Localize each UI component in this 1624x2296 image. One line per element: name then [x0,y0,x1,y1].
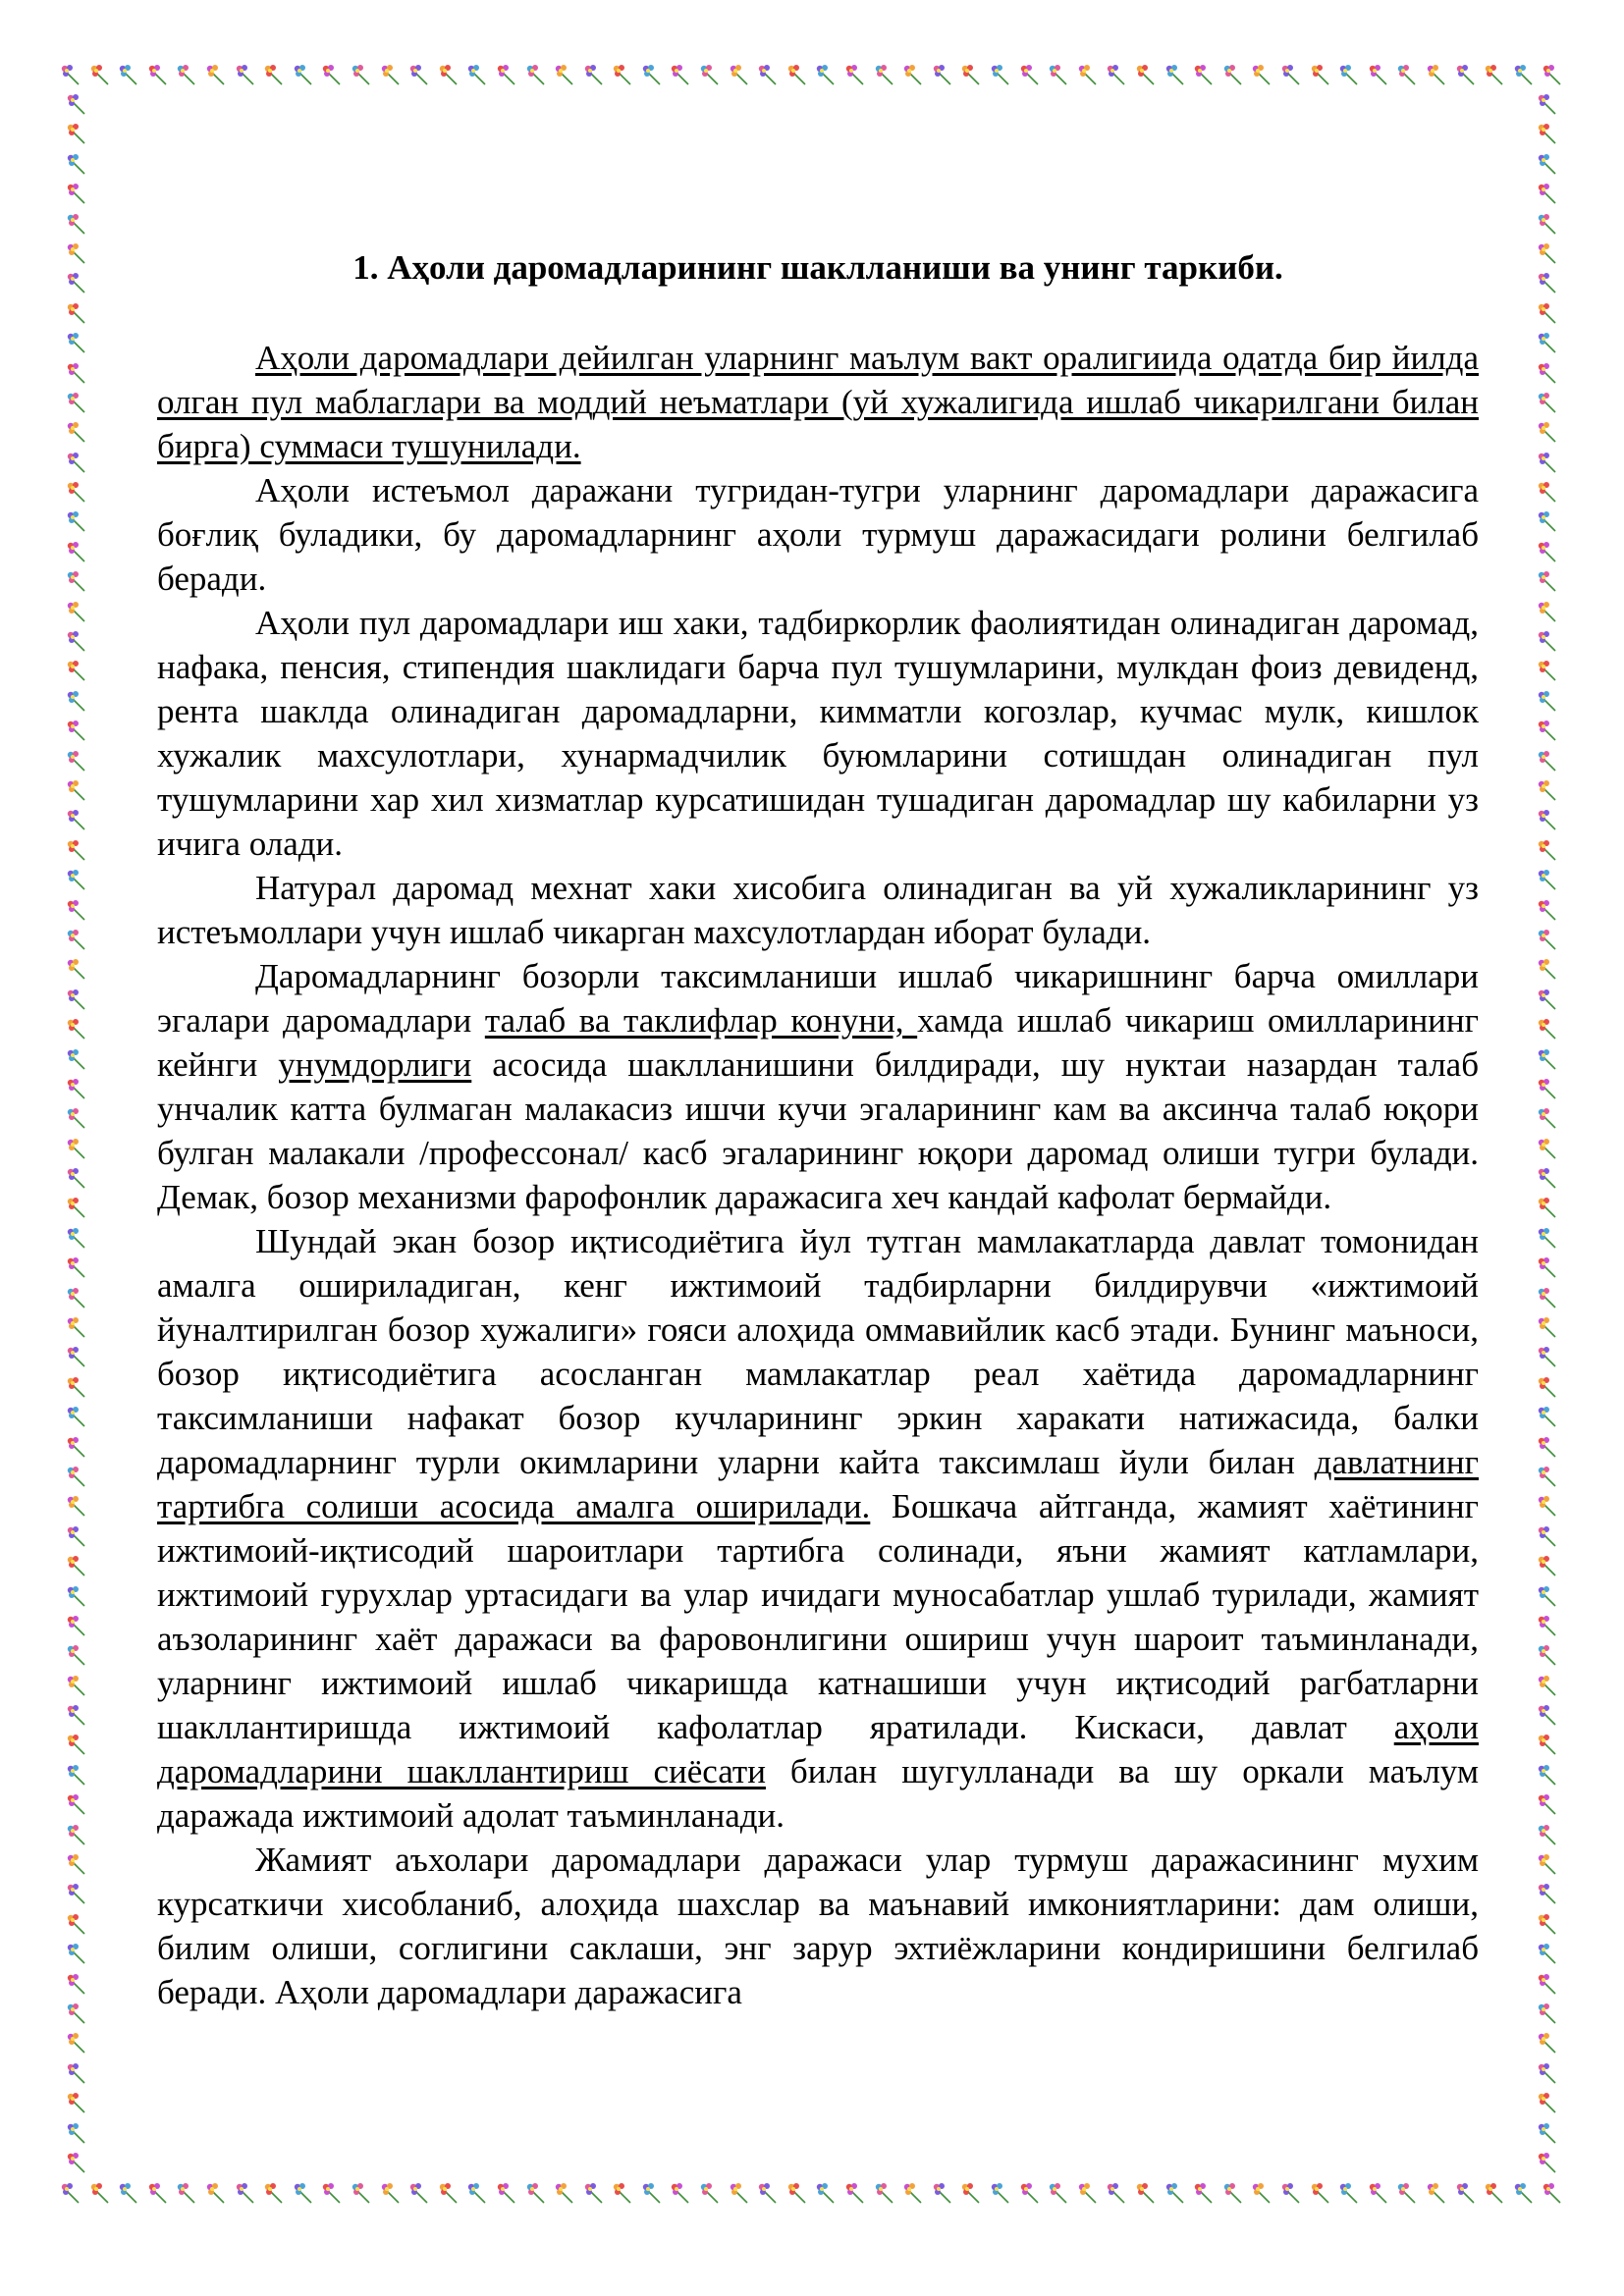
flower-ornament-icon [1536,2061,1559,2085]
flower-ornament-icon [1536,1643,1559,1667]
flower-ornament-icon [931,63,954,86]
flower-ornament-icon [1018,2181,1042,2205]
flower-ornament-icon [1536,838,1559,862]
flower-ornament-icon [989,63,1012,86]
flower-ornament-icon [1536,152,1559,176]
flower-ornament-icon [65,1286,88,1309]
flower-ornament-icon [843,2181,867,2205]
flower-ornament-icon [65,212,88,236]
flower-ornament-icon [1536,569,1559,593]
flower-ornament-icon [1192,63,1216,86]
flower-ornament-icon [65,600,88,623]
flower-ornament-icon [320,2181,344,2205]
flower-ornament-icon [1536,1942,1559,1965]
flower-ornament-icon [1536,1137,1559,1160]
flower-ornament-icon [1536,749,1559,773]
flower-ornament-icon [785,2181,809,2205]
flower-ornament-icon [65,391,88,414]
flower-ornament-icon [65,1882,88,1905]
flower-ornament-icon [117,63,140,86]
flower-ornament-icon [1536,1554,1559,1577]
flower-ornament-icon [88,63,112,86]
flower-ornament-icon [65,868,88,891]
flower-ornament-icon [1536,1017,1559,1041]
flower-ornament-icon [65,569,88,593]
flower-ornament-icon [65,1375,88,1399]
flower-ornament-icon [1076,63,1100,86]
flower-ornament-icon [65,659,88,682]
flower-ornament-icon [640,63,664,86]
flower-ornament-icon [65,1255,88,1279]
flower-ornament-icon [65,1584,88,1608]
flower-ornament-icon [65,689,88,713]
flower-ornament-icon [1536,1852,1559,1876]
flower-ornament-icon [262,63,286,86]
flower-ornament-icon [65,2061,88,2085]
flower-ornament-icon [1536,808,1559,831]
decorative-border-bottom [59,2175,1565,2211]
flower-ornament-icon [65,957,88,981]
underlined-text: давлатнинг тартибга солиши асосида амалга оширилади. [157,1443,1479,1525]
flower-ornament-icon [65,808,88,831]
flower-ornament-icon [553,63,576,86]
flower-ornament-icon [1541,2181,1564,2205]
text-segment: билан шугулланади ва шу оркали маълум даражада ижтимоий адолат таъминланади. [157,1752,1479,1835]
flower-ornament-icon [320,63,344,86]
flower-ornament-icon [1536,1375,1559,1399]
flower-ornament-icon [1536,1614,1559,1637]
flower-ornament-icon [873,63,896,86]
flower-ornament-icon [640,2181,664,2205]
flower-ornament-icon [175,63,198,86]
flower-ornament-icon [1536,868,1559,891]
flower-ornament-icon [1536,1792,1559,1816]
flower-ornament-icon [350,63,373,86]
flower-ornament-icon [1536,1286,1559,1309]
flower-ornament-icon [175,2181,198,2205]
flower-ornament-icon [65,451,88,474]
flower-ornament-icon [1105,63,1128,86]
flower-ornament-icon [65,988,88,1011]
flower-ornament-icon [292,2181,315,2205]
flower-ornament-icon [1536,1763,1559,1787]
flower-ornament-icon [756,2181,780,2205]
flower-ornament-icon [437,2181,460,2205]
flower-ornament-icon [611,63,634,86]
flower-ornament-icon [931,2181,954,2205]
flower-ornament-icon [146,2181,170,2205]
flower-ornament-icon [843,63,867,86]
flower-ornament-icon [407,63,431,86]
flower-ornament-icon [1047,63,1070,86]
flower-ornament-icon [1536,2091,1559,2114]
flower-ornament-icon [1541,63,1564,86]
flower-ornament-icon [495,63,518,86]
flower-ornament-icon [1536,778,1559,802]
flower-ornament-icon [65,1077,88,1100]
flower-ornament-icon [65,2002,88,2025]
text-segment: Шундай экан бозор иқтисодиётига йул тутган мамлакатларда давлат томонидан амалга ошириладиган, кенг ижтимоий тадбирларни билдирувчи «ижтимоий йуналтирилган бозор хужалиги» гояси алоҳида оммавийлик касб этади. Бунинг маъноси, бозор иқтисодиётига асосланган мамлакатлар реал хаётида даромадларнинг таксимланиши нафакат бозор кучларининг эркин харакати натижасида, балки даромадларнинг турли окимларини уларни кайта таксимлаш йули билан [157,1222,1479,1481]
flower-ornament-icon [524,2181,548,2205]
flower-ornament-icon [1536,241,1559,265]
flower-ornament-icon [59,63,82,86]
paragraph-3: Аҳоли пул даромадлари иш хаки, тадбиркорлик фаолиятидан олинадиган даромад, нафака, пенсия, стипендия шаклидаги барча пул тушумларини, мулкдан фоиз девиденд, рента шаклда олинадиган даромадларни, кимматли когозлар, кучмас мулк, кишлок хужалик махсулотлари, хунармадчилик буюмларини сотишдан олинадиган пул тушумларини хар хил хизматлар курсатишидан тушадиган даромадлар шу кабиларни уз ичига олади. [157,604,1479,863]
flower-ornament-icon [65,629,88,653]
flower-ornament-icon [65,1614,88,1637]
flower-ornament-icon [65,1554,88,1577]
flower-ornament-icon [117,2181,140,2205]
text-segment: Бошкача айтганда, жамият хаётининг ижтимоий-иқтисодий шароитлари тартибга солинади, яъни жамият катламлари, ижтимоий гурухлар уртасидаги ва улар ичидаги муносабатлар ушлаб турилади, жамият аъзоларининг хаёт даражаси ва фаровонлигини ошириш учун шароит таъминланади, уларнинг ижтимоий ишлаб чикаришда катнашиши учун иқтисодий рагбатларни шакллантиришда ижтимоий кафолатлар яратилади. Кискаси, давлат [157,1487,1479,1746]
flower-ornament-icon [465,63,489,86]
flower-ornament-icon [1536,1345,1559,1368]
flower-ornament-icon [65,838,88,862]
paragraph-7: Жамият аъхолари даромадлари даражаси улар турмуш даражасининг мухим курсаткичи хисобланиб, алоҳида шахслар ва маънавий имкониятларини: дам олиши, билим олиши, соглигини саклаши, энг зарур эхтиёжларини кондиришини белгилаб беради. Аҳоли даромадлари даражасига [157,1841,1479,2011]
flower-ornament-icon [65,182,88,205]
flower-ornament-icon [1367,2181,1390,2205]
flower-ornament-icon [65,1166,88,1190]
paragraph-6 [157,1219,1479,1838]
flower-ornament-icon [1536,1196,1559,1219]
text-segment: Даромадларнинг бозорли таксимланиши ишлаб чикаришнинг барча омиллари эгалари даромадлари [157,957,1479,1040]
flower-ornament-icon [65,1823,88,1846]
flower-ornament-icon [146,63,170,86]
flower-ornament-icon [1134,63,1158,86]
flower-ornament-icon [1536,988,1559,1011]
flower-ornament-icon [1536,659,1559,682]
flower-ornament-icon [1536,2151,1559,2174]
flower-ornament-icon [1164,2181,1187,2205]
flower-ornament-icon [1367,63,1390,86]
decorative-border-right [1530,92,1565,2175]
flower-ornament-icon [234,2181,257,2205]
flower-ornament-icon [65,2121,88,2145]
flower-ornament-icon [1536,2031,1559,2055]
flower-ornament-icon [65,1017,88,1041]
flower-ornament-icon [1337,63,1361,86]
flower-ornament-icon [1536,1106,1559,1130]
flower-ornament-icon [65,1763,88,1787]
flower-ornament-icon [524,63,548,86]
flower-ornament-icon [204,63,228,86]
flower-ornament-icon [65,1465,88,1488]
flower-ornament-icon [204,2181,228,2205]
flower-ornament-icon [1536,1703,1559,1727]
flower-ornament-icon [1536,689,1559,713]
flower-ornament-icon [1425,63,1448,86]
flower-ornament-icon [814,63,838,86]
flower-ornament-icon [262,2181,286,2205]
flower-ornament-icon [611,2181,634,2205]
flower-ornament-icon [1536,1405,1559,1428]
flower-ornament-icon [65,1345,88,1368]
flower-ornament-icon [1536,957,1559,981]
flower-ornament-icon [1536,1674,1559,1697]
document-title: 1. Аҳоли даромадларининг шаклланиши ва унинг таркиби. [352,248,1283,287]
flower-ornament-icon [65,1435,88,1459]
flower-ornament-icon [1536,1972,1559,1996]
flower-ornament-icon [1512,2181,1536,2205]
flower-ornament-icon [65,361,88,385]
flower-ornament-icon [553,2181,576,2205]
flower-ornament-icon [65,92,88,116]
flower-ornament-icon [1483,63,1506,86]
flower-ornament-icon [1536,1226,1559,1250]
flower-ornament-icon [65,1494,88,1518]
flower-ornament-icon [379,63,403,86]
flower-ornament-icon [65,1912,88,1936]
flower-ornament-icon [65,928,88,951]
flower-ornament-icon [437,63,460,86]
flower-ornament-icon [65,1674,88,1697]
flower-ornament-icon [407,2181,431,2205]
flower-ornament-icon [989,2181,1012,2205]
flower-ornament-icon [1018,63,1042,86]
flower-ornament-icon [1250,63,1273,86]
flower-ornament-icon [65,509,88,533]
flower-ornament-icon [1047,2181,1070,2205]
flower-ornament-icon [1536,898,1559,922]
flower-ornament-icon [65,1942,88,1965]
flower-ornament-icon [350,2181,373,2205]
paragraph-1 [157,336,1479,468]
flower-ornament-icon [65,420,88,444]
flower-ornament-icon [495,2181,518,2205]
flower-ornament-icon [1536,391,1559,414]
flower-ornament-icon [1536,451,1559,474]
flower-ornament-icon [1536,540,1559,563]
flower-ornament-icon [1536,928,1559,951]
flower-ornament-icon [1536,1077,1559,1100]
flower-ornament-icon [901,63,925,86]
flower-ornament-icon [1483,2181,1506,2205]
flower-ornament-icon [1536,1494,1559,1518]
flower-ornament-icon [1250,2181,1273,2205]
flower-ornament-icon [1425,2181,1448,2205]
flower-ornament-icon [65,2151,88,2174]
flower-ornament-icon [1536,719,1559,742]
text-segment: хамда ишлаб чикариш омилларининг кейнги [157,1001,1480,1084]
underlined-text: Аҳоли даромадлари дейилган уларнинг маълум вакт оралигиида одатда бир йилда олган пул маблаглари ва моддий неъматлари (уй хужалигида ишлаб чикарилгани билан бирга) суммаси тушунилади. [157,339,1479,465]
flower-ornament-icon [1536,2002,1559,2025]
flower-ornament-icon [65,152,88,176]
flower-ornament-icon [465,2181,489,2205]
flower-ornament-icon [814,2181,838,2205]
flower-ornament-icon [65,1196,88,1219]
flower-ornament-icon [1536,361,1559,385]
flower-ornament-icon [65,719,88,742]
flower-ornament-icon [728,63,751,86]
flower-ornament-icon [65,1792,88,1816]
paragraph-2: Аҳоли истеъмол даражани тугридан-тугри уларнинг даромадлари даражасига боғлиқ буладики, бу даромадларнинг аҳоли турмуш даражасидаги ролини белгилаб беради. [157,471,1479,598]
underlined-text: аҳоли даромадларини шакллантириш сиёсати [157,1708,1479,1790]
flower-ornament-icon [65,2091,88,2114]
flower-ornament-icon [65,1733,88,1756]
text-segment: асосида шаклланишини билдиради, шу нуктаи назардан талаб унчалик катта булмаган малакасиз ишчи кучи эгаларининг кам ва аксинча талаб юқори булган малакали /профессонал/ касб эгаларининг юқори даромад олиши тугри булади. Демак, бозор механизми фарофонлик даражасига хеч кандай кафолат бермайди. [157,1045,1480,1216]
flower-ornament-icon [1536,122,1559,145]
flower-ornament-icon [1221,63,1245,86]
flower-ornament-icon [65,1106,88,1130]
flower-ornament-icon [959,2181,983,2205]
flower-ornament-icon [1395,2181,1419,2205]
flower-ornament-icon [785,63,809,86]
flower-ornament-icon [65,301,88,325]
flower-ornament-icon [1454,2181,1478,2205]
paragraph-4: Натурал даромад мехнат хаки хисобига олинадиган ва уй хужаликларининг уз истеъмоллари учун ишлаб чикарган махсулотлардан иборат булади. [157,869,1479,951]
flower-ornament-icon [698,2181,722,2205]
flower-ornament-icon [1536,301,1559,325]
flower-ornament-icon [1536,480,1559,504]
flower-ornament-icon [698,63,722,86]
flower-ornament-icon [292,63,315,86]
flower-ornament-icon [1536,509,1559,533]
flower-ornament-icon [669,2181,692,2205]
flower-ornament-icon [1337,2181,1361,2205]
flower-ornament-icon [88,2181,112,2205]
flower-ornament-icon [65,2031,88,2055]
underlined-text: унумдорлиги [278,1045,472,1084]
flower-ornament-icon [1512,63,1536,86]
flower-ornament-icon [756,63,780,86]
flower-ornament-icon [65,480,88,504]
flower-ornament-icon [59,2181,82,2205]
flower-ornament-icon [1536,1912,1559,1936]
flower-ornament-icon [1134,2181,1158,2205]
flower-ornament-icon [65,1405,88,1428]
flower-ornament-icon [728,2181,751,2205]
flower-ornament-icon [65,1047,88,1071]
flower-ornament-icon [1536,1524,1559,1548]
flower-ornament-icon [65,1137,88,1160]
flower-ornament-icon [1536,2121,1559,2145]
decorative-border-top [59,57,1565,92]
flower-ornament-icon [65,241,88,265]
flower-ornament-icon [379,2181,403,2205]
flower-ornament-icon [1164,63,1187,86]
flower-ornament-icon [65,1524,88,1548]
flower-ornament-icon [1192,2181,1216,2205]
flower-ornament-icon [65,540,88,563]
flower-ornament-icon [65,1226,88,1250]
flower-ornament-icon [1454,63,1478,86]
flower-ornament-icon [1105,2181,1128,2205]
flower-ornament-icon [1536,271,1559,294]
flower-ornament-icon [1309,2181,1332,2205]
flower-ornament-icon [1279,63,1303,86]
flower-ornament-icon [1076,2181,1100,2205]
flower-ornament-icon [1536,420,1559,444]
flower-ornament-icon [1395,63,1419,86]
decorative-border-left [59,92,94,2175]
flower-ornament-icon [65,331,88,354]
flower-ornament-icon [1309,63,1332,86]
flower-ornament-icon [959,63,983,86]
flower-ornament-icon [65,1315,88,1339]
flower-ornament-icon [65,898,88,922]
flower-ornament-icon [65,1703,88,1727]
flower-ornament-icon [1536,1465,1559,1488]
flower-ornament-icon [1536,1166,1559,1190]
flower-ornament-icon [582,2181,606,2205]
flower-ornament-icon [65,271,88,294]
underlined-text: талаб ва таклифлар конуни, [484,1001,918,1040]
flower-ornament-icon [1536,1733,1559,1756]
flower-ornament-icon [669,63,692,86]
flower-ornament-icon [1536,182,1559,205]
flower-ornament-icon [1536,1315,1559,1339]
flower-ornament-icon [65,749,88,773]
flower-ornament-icon [65,1972,88,1996]
flower-ornament-icon [901,2181,925,2205]
flower-ornament-icon [1536,92,1559,116]
flower-ornament-icon [65,1852,88,1876]
flower-ornament-icon [1536,1047,1559,1071]
flower-ornament-icon [1536,1882,1559,1905]
flower-ornament-icon [1536,1584,1559,1608]
flower-ornament-icon [1536,331,1559,354]
flower-ornament-icon [873,2181,896,2205]
flower-ornament-icon [234,63,257,86]
paragraph-5 [157,954,1479,1219]
flower-ornament-icon [1536,212,1559,236]
flower-ornament-icon [1536,1435,1559,1459]
flower-ornament-icon [1221,2181,1245,2205]
flower-ornament-icon [65,778,88,802]
flower-ornament-icon [1536,600,1559,623]
document-page [157,245,1479,2014]
flower-ornament-icon [65,1643,88,1667]
flower-ornament-icon [1536,629,1559,653]
flower-ornament-icon [1279,2181,1303,2205]
flower-ornament-icon [1536,1255,1559,1279]
flower-ornament-icon [582,63,606,86]
flower-ornament-icon [1536,1823,1559,1846]
flower-ornament-icon [65,122,88,145]
